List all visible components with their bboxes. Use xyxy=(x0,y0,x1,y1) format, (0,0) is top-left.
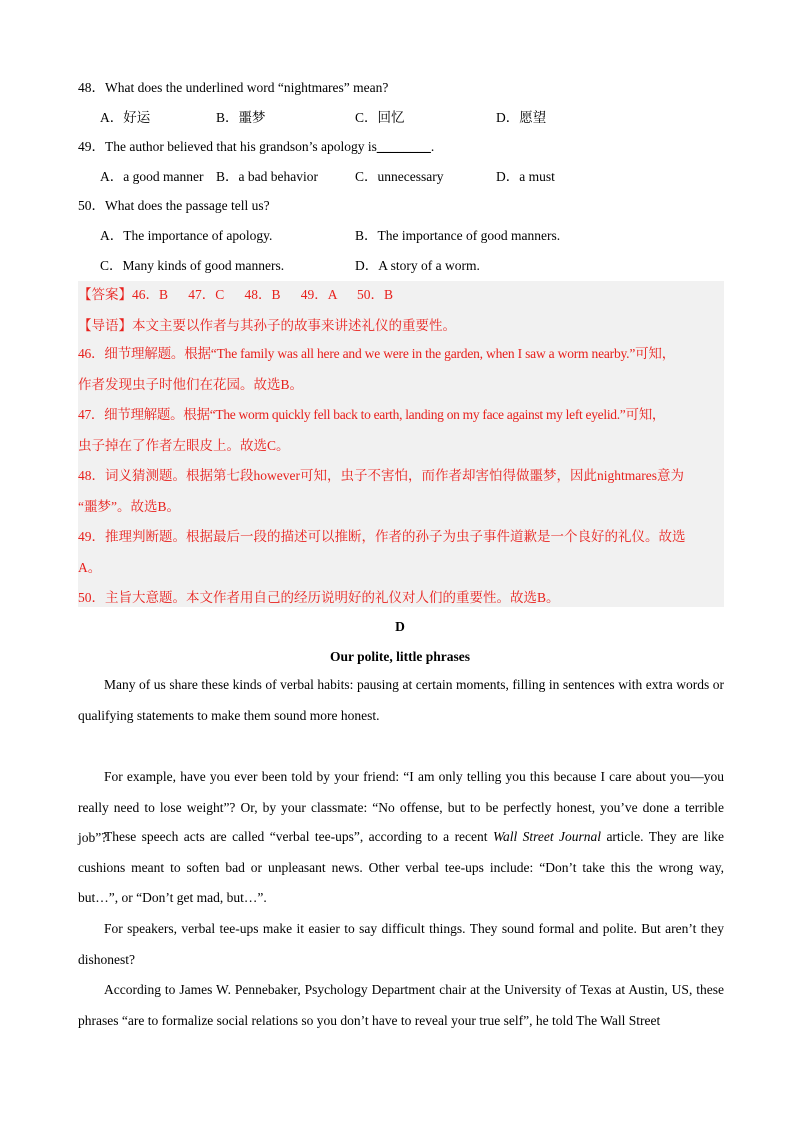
paragraph-5: According to James W. Pennebaker, Psychology Department chair at the University of Texas at Austin, US, these phrases “are to formalize social relations so you don’t have to reveal your true self”, he told The Wall Street xyxy=(78,982,724,1028)
section-letter: D xyxy=(395,619,405,634)
guide-text: 【导语】本文主要以作者与其孙子的故事来讲述礼仪的重要性。 xyxy=(78,318,456,333)
explanation-49-line2: A。 xyxy=(78,560,102,575)
explanation-48-line2: “噩梦”。故选B。 xyxy=(78,499,180,514)
q48-option-a: A．好运 xyxy=(100,110,151,125)
q49-option-c: C．unnecessary xyxy=(355,169,444,184)
explanation-46-line2: 作者发现虫子时他们在花园。故选B。 xyxy=(78,377,304,392)
explanation-48-line1: 48．词义猜测题。根据第七段however可知，虫子不害怕，而作者却害怕得做噩梦，因此nightmares意为 xyxy=(78,468,684,483)
paragraph-1: Many of us share these kinds of verbal habits: pausing at certain moments, filling in sentences with extra words or qualifying statements to make them sound more honest. xyxy=(78,677,724,723)
q48-option-c: C．回忆 xyxy=(355,110,405,125)
p3-text-before: These speech acts are called “verbal tee-ups”, according to a recent xyxy=(104,829,493,844)
passage-title: Our polite, little phrases xyxy=(330,649,470,664)
paragraph-4: For speakers, verbal tee-ups make it easier to say difficult things. They sound formal and polite. But aren’t they dishonest? xyxy=(78,921,724,967)
explanation-50: 50．主旨大意题。本文作者用自己的经历说明好的礼仪对人们的重要性。故选B。 xyxy=(78,590,560,605)
q49-option-b: B．a bad behavior xyxy=(216,169,318,184)
question-49-stem xyxy=(78,138,434,156)
q48-option-b: B．噩梦 xyxy=(216,110,266,125)
q50-option-b: B．The importance of good manners. xyxy=(355,228,561,243)
explanation-49-line1: 49．推理判断题。根据最后一段的描述可以推断，作者的孙子为虫子事件道歉是一个良好的礼仪。故选 xyxy=(78,529,686,544)
q50-option-d: D．A story of a worm. xyxy=(355,258,480,273)
explanation-46-line1: 46．细节理解题。根据“The family was all here and we were in the garden, when I saw a worm nearby.”可知， xyxy=(78,346,676,361)
q49-stem-text: 49．The author believed that his grandson’s apology is xyxy=(78,139,377,154)
p3-journal-name: Wall Street Journal xyxy=(492,829,602,844)
q49-option-a: A．a good manner xyxy=(100,169,204,184)
q48-option-d: D．愿望 xyxy=(496,110,547,125)
question-50-stem: 50．What does the passage tell us? xyxy=(78,198,270,213)
paragraph-2: For example, have you ever been told by your friend: “I am only telling you this because I care about you—you really need to lose weight”? Or, by your classmate: “No offense, but to be perfectly honest, you’ve done a terrible job”? xyxy=(78,769,724,845)
question-48-stem: 48．What does the underlined word “nightmares” mean? xyxy=(78,80,389,95)
q49-option-d: D．a must xyxy=(496,169,555,184)
explanation-47-line1: 47．细节理解题。根据“The worm quickly fell back to earth, landing on my face against my left eyelid.”可知， xyxy=(78,407,666,422)
q50-option-c: C．Many kinds of good manners. xyxy=(100,258,285,273)
q50-option-a: A．The importance of apology. xyxy=(100,228,273,243)
q49-blank: ________ xyxy=(376,139,431,154)
explanation-47-line2: 虫子掉在了作者左眼皮上。故选C。 xyxy=(78,438,290,453)
paragraph-3 xyxy=(78,822,724,914)
p3-text-after: article. They are like cushions meant to soften bad or unpleasant news. Other verbal tee-ups include: “Don’t take this the wrong way, but…”, or “Don’t get mad, but…”. xyxy=(78,829,724,905)
answer-key: 【答案】46．B 47．C 48．B 49．A 50．B xyxy=(78,287,394,302)
q49-stem-end: . xyxy=(430,139,435,154)
